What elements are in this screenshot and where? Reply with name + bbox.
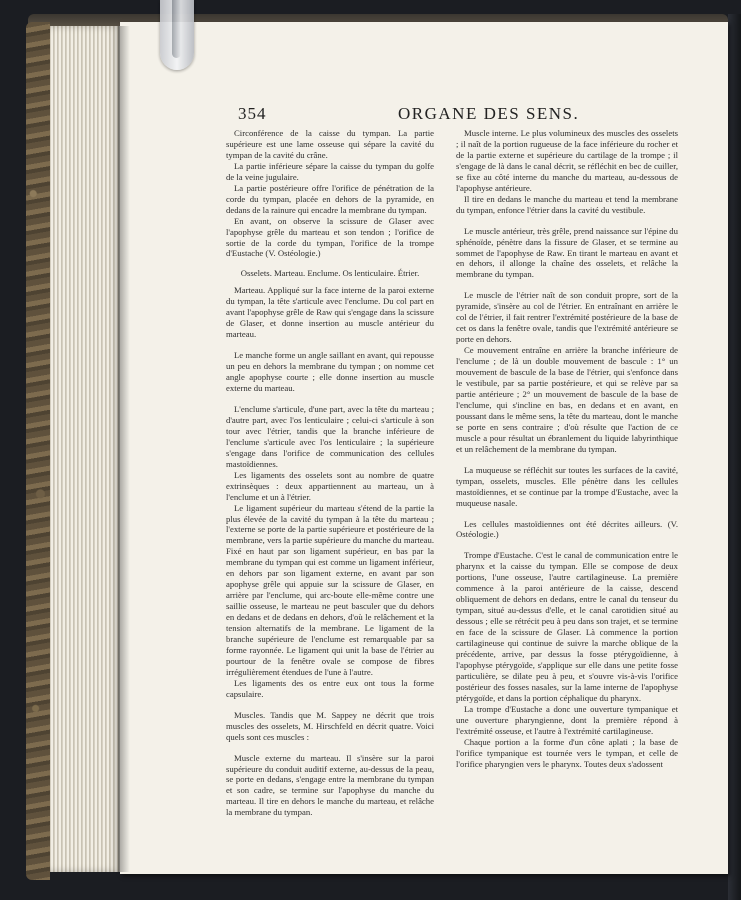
page-block-edge [50,26,122,872]
paragraph: Le manche forme un angle saillant en avant, qui repousse un peu en dehors la membrane du tympan ; on nomme cet angle apophyse courte ; elle donne insertion au muscle externe du marteau. [226,350,434,394]
right-column [456,128,678,769]
paragraph: Circonférence de la caisse du tympan. La partie supérieure est une lame osseuse qui sépare la cavité du tympan de la cavité du crâne. [226,128,434,160]
paragraph: L'enclume s'articule, d'une part, avec la tête du marteau ; d'autre part, avec l'os lenticulaire ; celui-ci s'articule à son tour avec l'étrier, tandis que la branche inférieure de l'enclume s'articule avec l'os lenticulaire ; la supérieure s'engage dans l'orifice de communication des cellules mastoïdiennes. [226,403,434,469]
paragraph: Marteau. Appliqué sur la face interne de la paroi externe du tympan, la tête s'articule avec l'enclume. Du col part en avant l'apophyse grêle de Raw qui s'engage dans la scissure de Glaser, et donne insertion au muscle antérieur du marteau. [226,285,434,340]
paragraph: Muscle externe du marteau. Il s'insère sur la paroi supérieure du conduit auditif externe, au-dessus de la peau, se porte en dedans, s'engage entre la membrane du tympan et son cadre, se termine sur l'apophyse du manche du marteau. Il tire en dehors le manche du marteau, et relâche la membrane du tympan. [226,752,434,818]
paragraph: Les cellules mastoïdiennes ont été décrites ailleurs. (V. Ostéologie.) [456,518,678,540]
paragraph: Le muscle de l'étrier naît de son conduit propre, sort de la pyramide, s'insère au col de l'étrier. En entraînant en arrière le col de l'étrier, il fait rentrer l'extrémité postérieure de la base de cet os dans la fenêtre ovale, tandis que l'extrémité antérieure se porte en dehors. [456,290,678,345]
page-title: ORGANE DES SENS. [398,104,580,123]
paragraph: La trompe d'Eustache a donc une ouverture tympanique et une ouverture pharyngienne, dont la première répond à l'extrémité osseuse, et l'autre à l'extrémité cartilagineuse. [456,703,678,736]
paragraph: En avant, on observe la scissure de Glaser avec l'apophyse grêle du marteau et son tendon ; l'orifice de sortie de la corde du tympan, l'orifice de la trompe d'Eustache (V. Ostéologie.) [226,215,434,259]
paragraph: Le ligament supérieur du marteau s'étend de la partie la plus élevée de la cavité du tympan à la tête du marteau ; l'externe se porte de la partie supérieure et postérieure de la membrane, vers la partie supérieure du manche du marteau. Fixé en haut par son ligament supérieur, en bas par la membrane du tympan qui est comme un ligament inférieur, en dehors par son ligament externe, en avant par son apophyse grêle qui appuie sur la scissure de Glaser, en arrière par l'enclume, qui arc-boute elle-même contre une saillie osseuse, le marteau ne peut basculer que du dehors en dedans et de dedans en dehors, d'où le relâchement et la tension alternatifs de la membrane. Le ligament de la branche supérieure de l'enclume est remarquable par sa forme rayonnée. Le ligament qui unit la base de l'étrier au pourtour de la fenêtre ovale se compose de fibres irrégulièrement étendues de l'une à l'autre. [226,502,434,677]
paragraph: La partie postérieure offre l'orifice de pénétration de la corde du tympan, placée en dehors de la pyramide, en dedans de la rainure qui encadre la membrane du tympan. [226,182,434,215]
paragraph: Les ligaments des os entre eux ont tous la forme capsulaire. [226,677,434,699]
paragraph: Il tire en dedans le manche du marteau et tend la membrane du tympan, enfonce l'étrier dans la cavité du vestibule. [456,193,678,215]
page-clip [160,0,194,70]
paragraph: La muqueuse se réfléchit sur toutes les surfaces de la cavité, tympan, osselets, muscles. Elle pénètre dans les cellules mastoïdiennes, et se continue par la trompe d'Eustache, avec la muqueuse nasale. [456,464,678,508]
paragraph: Les ligaments des osselets sont au nombre de quatre extrinsèques : deux appartiennent au marteau, un à l'enclume et un à l'étrier. [226,469,434,502]
page-number: 354 [238,104,267,123]
section-heading: Osselets. Marteau. Enclume. Os lenticulaire. Étrier. [240,268,420,279]
facing-page-edge [728,14,741,900]
paragraph: Chaque portion a la forme d'un cône aplati ; la base de l'orifice tympanique est tournée vers le tympan, et celle de l'orifice pharyngien vers le pharynx. Toutes deux s'adossent [456,736,678,769]
paragraph: Muscle interne. Le plus volumineux des muscles des osselets ; il naît de la portion rugueuse de la face inférieure du rocher et de la partie externe et supérieure du cartilage de la trompe ; il s'engage de là dans le canal décrit, se réfléchit en bec de cuiller, se fixe au côté interne du manche du marteau, au-dessous de l'apophyse antérieure. [456,128,678,193]
paragraph: Trompe d'Eustache. C'est le canal de communication entre le pharynx et la caisse du tympan. Elle se compose de deux portions, l'une osseuse, l'autre cartilagineuse. La première commence à la paroi antérieure de la caisse, descend obliquement de dehors en dedans, entre le canal du tenseur du tympan, situé au-dessus d'elle, et le canal carotidien situé au dessous ; elle se rétrécit peu à peu dans son trajet, et se termine en face de la scissure de Glaser. Là commence la portion cartilagineuse qui continue de suivre la marche oblique de la précédente, arrive, par dessus la fosse ptérygoïdienne, à l'apophyse ptérygoïde, s'applique sur elle dans une petite fosse particulière, se dilate peu à peu, et s'ouvre vis-à-vis l'orifice postérieur des fosses nasales, sur la lame interne de l'apophyse ptérygoïde, et dans la portion céphalique du pharynx. [456,550,678,703]
paragraph: Ce mouvement entraîne en arrière la branche inférieure de l'enclume ; de là un double mouvement de bascule : 1° un mouvement de bascule de la base de l'étrier, qui s'enfonce dans le vestibule, par sa partie postérieure, et qui se relève par sa partie antérieure ; 2° un mouvement de bascule de la base de l'enclume, qui s'incline en bas, en dedans et en avant, en poussant dans le même sens, la tête du marteau, dont le manche se porte en sens contraire ; d'où résulte que l'action de ce muscle a pour résultat un ébranlement du liquide labyrinthique et un relâchement de la membrane du tympan. [456,345,678,454]
gutter-shadow [118,26,130,872]
left-column [226,128,434,818]
paragraph: La partie inférieure sépare la caisse du tympan du golfe de la veine jugulaire. [226,160,434,182]
paragraph: Le muscle antérieur, très grêle, prend naissance sur l'épine du sphénoïde, pénètre dans la fissure de Glaser, et se termine au sommet de l'apophyse de Raw. En tirant le marteau en avant et en dehors, il allonge la chaîne des osselets, et relâche la membrane du tympan. [456,225,678,280]
book-cover-marbled [26,22,50,880]
running-head [238,104,704,126]
paragraph: Muscles. Tandis que M. Sappey ne décrit que trois muscles des osselets, M. Hirschfeld en décrit quatre. Voici quels sont ces muscles : [226,709,434,742]
